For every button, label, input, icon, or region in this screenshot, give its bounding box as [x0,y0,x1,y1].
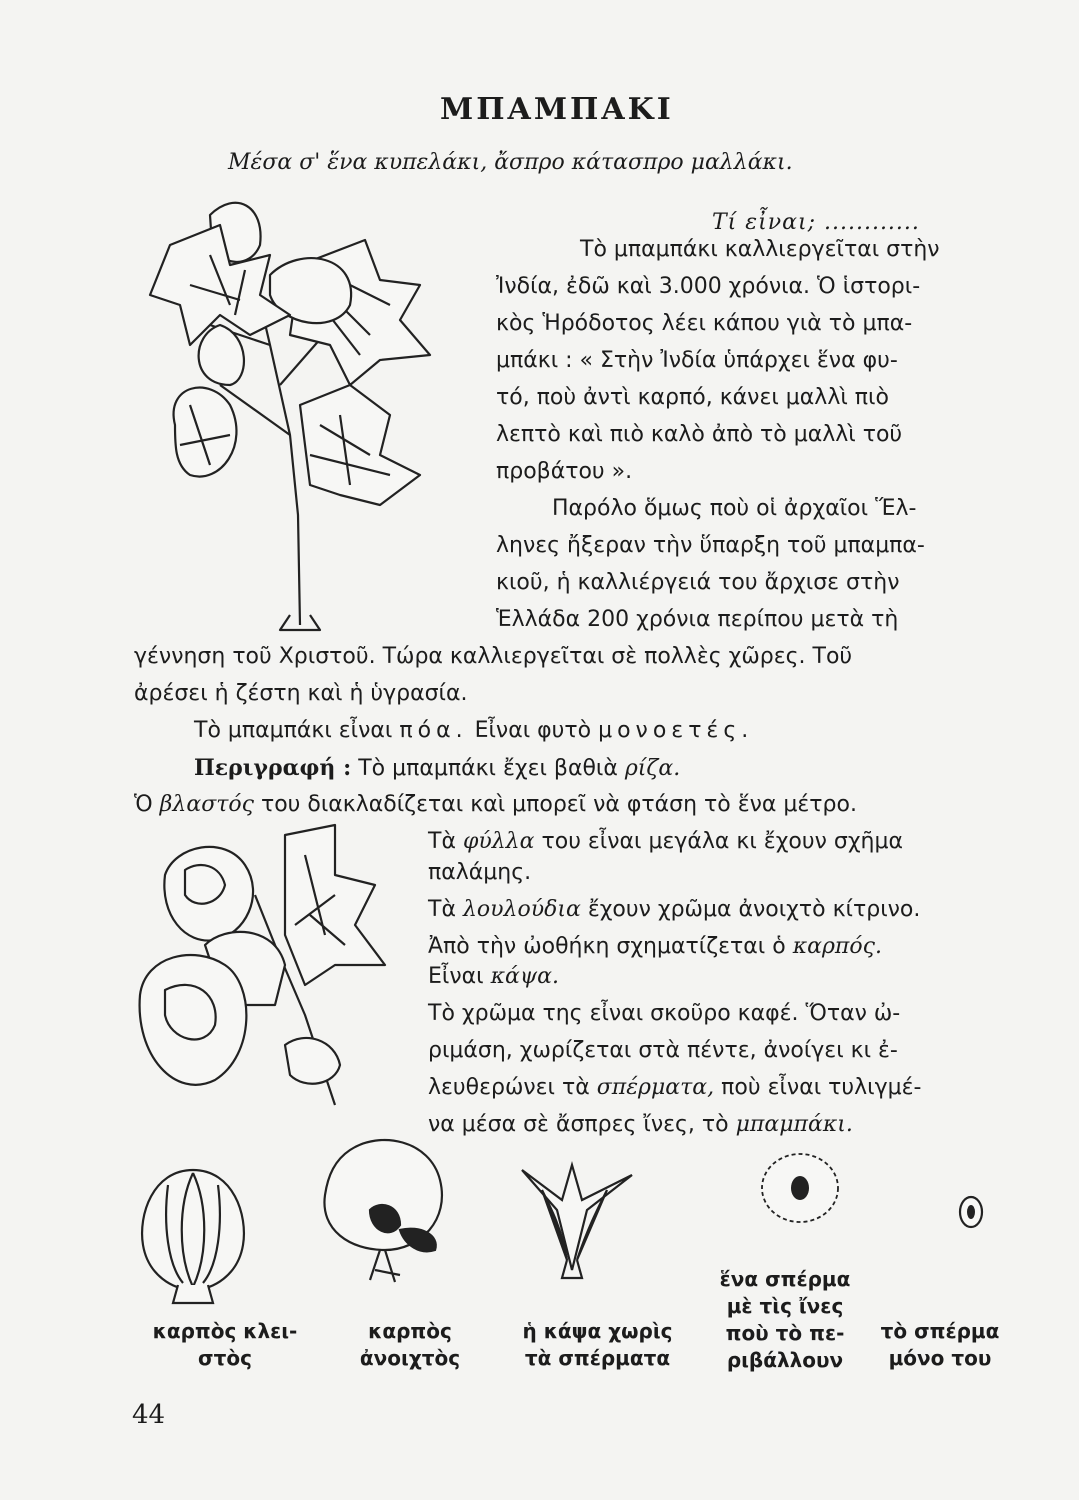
text-line [428,1110,853,1140]
cotton-plant-illustration [150,185,450,635]
italic-term: κάψα. [490,964,559,989]
text-line: Ἑλλάδα 200 χρόνια περίπου μετὰ τὴ [496,607,899,632]
text-line [194,753,680,784]
closed-boll-illustration [138,1165,248,1305]
text-line: προβάτου ». [496,459,633,484]
text-segment: Εἶναι φυτὸ [474,718,592,743]
caption-line: μόνο του [888,1346,992,1370]
text-line [428,1073,921,1103]
caption-line: καρπὸς κλει- [152,1319,298,1343]
text-line: Τὸ μπαμπάκι καλλιεργεῖται στὴν [580,237,940,262]
caption-open-boll [340,1318,480,1372]
text-segment: Τὰ [428,829,456,854]
caption-line: τὰ σπέρματα [524,1346,671,1370]
text-segment: ποὺ εἶναι τυλιγμέ- [721,1075,922,1100]
caption-seed-with-fibers [705,1266,865,1374]
italic-term: μπαμπάκι. [735,1112,853,1137]
text-line: ριμάση, χωρίζεται στὰ πέντε, ἀνοίγει κι ἐ- [428,1038,898,1063]
text-line [194,716,753,746]
page-title: ΜΠΑΜΠΑΚΙ [440,92,674,127]
italic-term: σπέρματα, [596,1075,715,1100]
italic-term: φύλλα [462,829,535,854]
text-segment: του διακλαδίζεται καὶ μπορεῖ νὰ φτάση τὸ ἕνα μέτρο. [260,792,857,817]
caption-line: στὸς [198,1346,252,1370]
open-boll-illustration [310,1130,460,1290]
text-segment: Τὸ μπαμπάκι εἶναι [194,718,393,743]
caption-line: καρπὸς [368,1319,452,1343]
text-segment: Ἀπὸ τὴν ὠοθήκη σχηματίζεται ὁ [428,934,786,959]
caption-empty-capsule [500,1318,695,1372]
riddle-question: Τί εἶναι; ............ [712,210,920,235]
caption-line: τὸ σπέρμα [880,1319,1000,1343]
text-line: γέννηση τοῦ Χριστοῦ. Τώρα καλλιεργεῖται σὲ πολλὲς χῶρες. Τοῦ [134,644,853,669]
riddle-line: Μέσα σ' ἕνα κυπελάκι, ἄσπρο κάτασπρο μαλλάκι. [228,150,793,175]
text-segment: Ὁ [134,792,153,817]
text-line: ἀρέσει ἡ ζέστη καὶ ἡ ὑγρασία. [134,681,468,706]
empty-capsule-illustration [512,1160,642,1280]
text-line [428,895,920,925]
page-number: 44 [132,1400,166,1430]
text-segment: του εἶναι μεγάλα κι ἔχουν σχῆμα [541,829,903,854]
text-segment: Τὰ [428,897,456,922]
seed-with-fibers-illustration [758,1150,848,1230]
text-line: Παρόλο ὅμως ποὺ οἱ ἀρχαῖοι Ἕλ- [552,496,917,521]
text-line [428,932,882,962]
caption-line: ἕνα σπέρμα [719,1267,851,1291]
text-segment: Τὸ μπαμπάκι ἔχει βαθιὰ [358,756,618,781]
caption-line: ριβάλλουν [726,1348,844,1372]
caption-line: ἡ κάψα χωρὶς [522,1319,673,1343]
emphasis-poa: πόα. [399,718,468,743]
text-line: μπάκι : « Στὴν Ἰνδία ὑπάρχει ἕνα φυ- [496,348,898,373]
text-line: λεπτὸ καὶ πιὸ καλὸ ἀπὸ τὸ μαλλὶ τοῦ [496,422,903,447]
italic-term: ρίζα. [624,756,681,781]
caption-seed-alone [870,1318,1010,1372]
text-line [428,962,559,992]
text-line: κιοῦ, ἡ καλλιέργειά του ἄρχισε στὴν [496,570,900,595]
caption-line: ποὺ τὸ πε- [725,1321,845,1345]
caption-line: ἀνοιχτὸς [359,1346,461,1370]
caption-line: μὲ τὶς ἴνες [726,1294,844,1318]
text-segment: να μέσα σὲ ἄσπρες ἴνες, τὸ [428,1112,729,1137]
italic-term: βλαστός [159,792,254,817]
text-line: κὸς Ἡρόδοτος λέει κάπου γιὰ τὸ μπα- [496,311,913,336]
text-line: Τὸ χρῶμα της εἶναι σκοῦρο καφέ. Ὅταν ὠ- [428,1001,901,1026]
italic-term: λουλούδια [462,897,581,922]
text-line: παλάμης. [428,860,532,885]
text-line: τό, ποὺ ἀντὶ καρπό, κάνει μαλλὶ πιὸ [496,385,889,410]
italic-term: καρπός. [792,934,882,959]
text-segment: Εἶναι [428,964,484,989]
text-segment: λευθερώνει τὰ [428,1075,590,1100]
text-segment: ἔχουν χρῶμα ἀνοιχτὸ κίτρινο. [587,897,921,922]
text-line [428,827,903,857]
emphasis-mono: μονοετές. [598,718,754,743]
cotton-flower-illustration [135,815,395,1115]
caption-closed-boll [140,1318,310,1372]
text-line: Ἰνδία, ἐδῶ καὶ 3.000 χρόνια. Ὁ ἱστορι- [496,274,921,299]
seed-alone-illustration [956,1194,986,1230]
text-line: ληνες ἤξεραν τὴν ὕπαρξη τοῦ μπαμπα- [496,533,925,558]
description-heading: Περιγραφή : [194,755,352,781]
